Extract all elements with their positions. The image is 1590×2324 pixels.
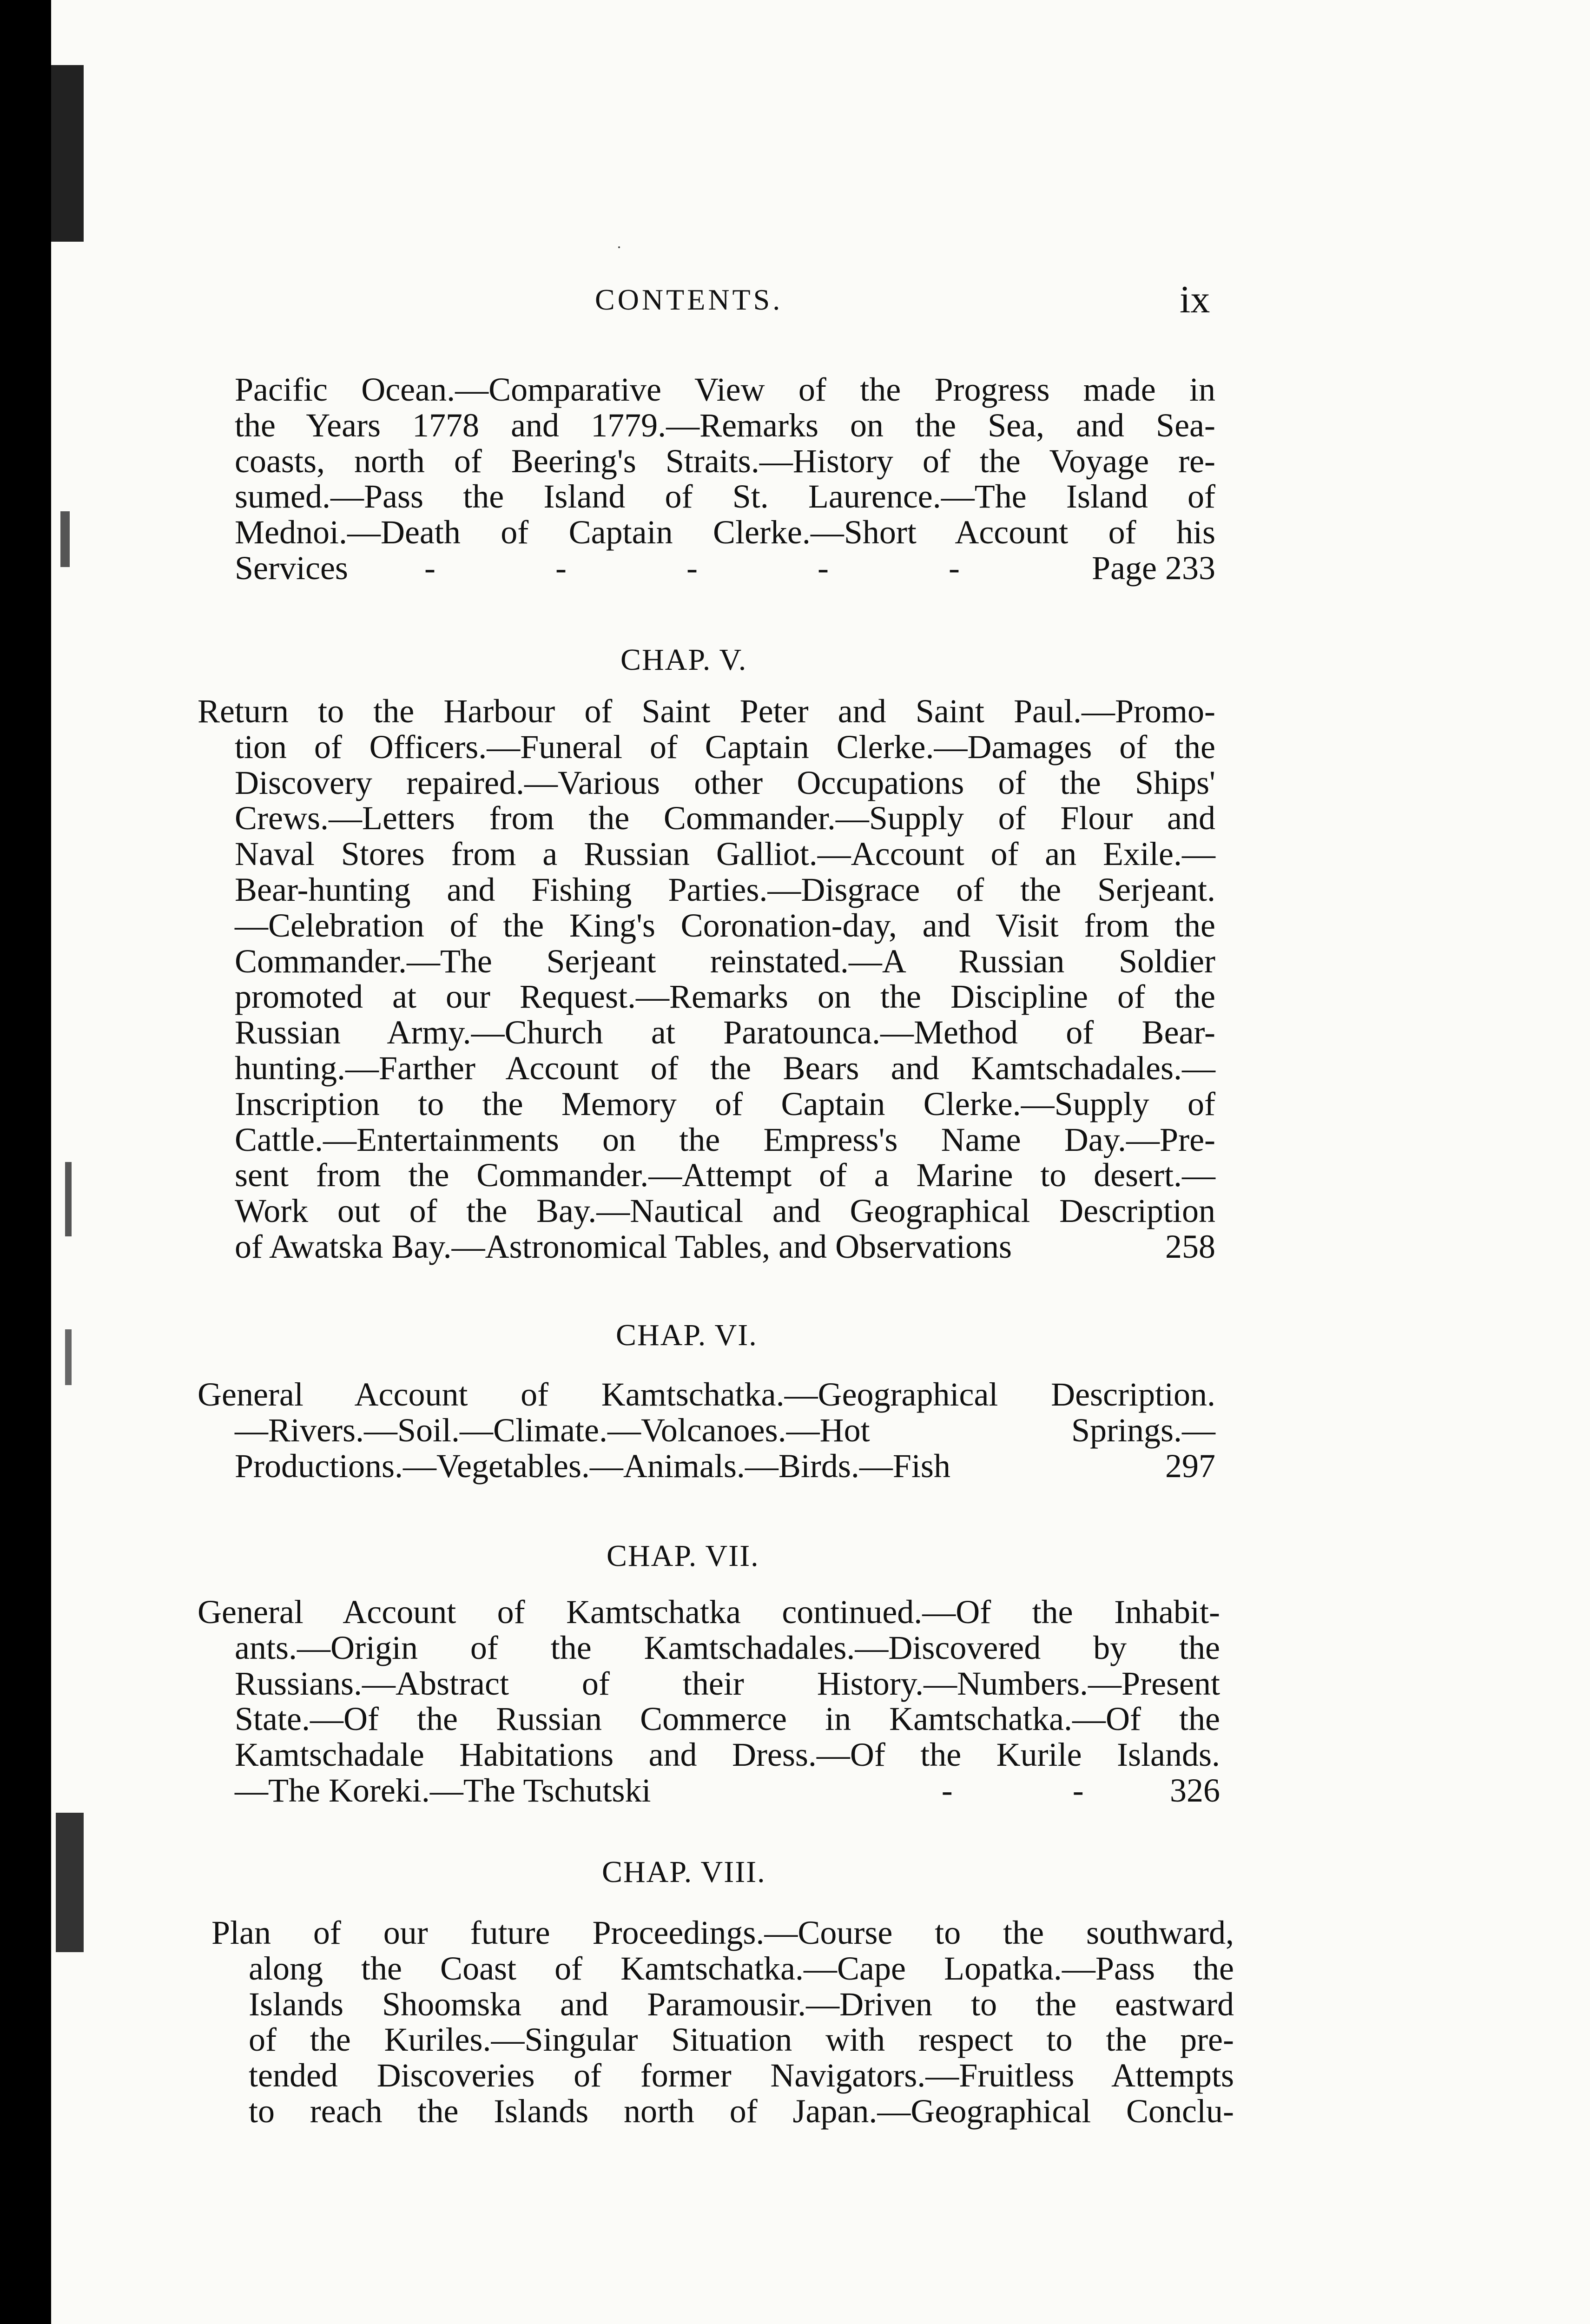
running-title: CONTENTS. [595, 283, 783, 316]
entry-line: Bear-hunting and Fishing Parties.—Disgrace of the Serjeant. [235, 871, 1215, 908]
entry-line: Commander.—The Serjeant reinstated.—A Russian Soldier [235, 942, 1215, 980]
entry-line: Cattle.—Entertainments on the Empress's Name Day.—Pre- [235, 1121, 1215, 1158]
toc-entry [211, 1914, 1234, 2130]
entry-line: the Years 1778 and 1779.—Remarks on the Sea, and Sea- [235, 406, 1215, 444]
entry-line: to reach the Islands north of Japan.—Geographical Conclu- [249, 2092, 1234, 2130]
entry-line: Russian Army.—Church at Paratounca.—Method of Bear- [235, 1014, 1215, 1051]
chapter-heading: CHAP. VI. [616, 1318, 758, 1352]
entry-line: Productions.—Vegetables.—Animals.—Birds.—Fish [235, 1447, 950, 1485]
entry-line: tion of Officers.—Funeral of Captain Clerke.—Damages of the [235, 728, 1215, 766]
entry-line: Work out of the Bay.—Nautical and Geographical Description [235, 1192, 1215, 1230]
entry-line: State.—Of the Russian Commerce in Kamtschatka.—Of the [235, 1700, 1220, 1738]
entry-line: Plan of our future Proceedings.—Course to the southward, [211, 1914, 1234, 1951]
entry-line: Pacific Ocean.—Comparative View of the Progress made in [235, 371, 1215, 408]
entry-line: sent from the Commander.—Attempt of a Marine to desert.— [235, 1156, 1215, 1194]
entry-line: —The Koreki.—The Tschutski [235, 1771, 651, 1809]
entry-line: hunting.—Farther Account of the Bears and Kamtschadales.— [235, 1049, 1215, 1087]
leader-dots: - - - - - [424, 549, 1016, 587]
entry-last-line [235, 1229, 1215, 1265]
entry-line: General Account of Kamtschatka continued.—Of the Inhabit- [198, 1593, 1220, 1631]
scan-edge-mark [51, 65, 84, 242]
entry-line: Crews.—Letters from the Commander.—Supply of Flour and [235, 799, 1215, 837]
chapter-heading: CHAP. VII. [607, 1539, 759, 1573]
entry-line: sumed.—Pass the Island of St. Laurence.—The Island of [235, 478, 1215, 515]
entry-line: along the Coast of Kamtschatka.—Cape Lopatka.—Pass the [249, 1949, 1234, 1987]
scan-edge-mark [65, 1162, 72, 1236]
entry-line: Kamtschadale Habitations and Dress.—Of the Kurile Islands. [235, 1736, 1220, 1774]
scan-edge-mark [60, 511, 70, 567]
entry-line: of the Kuriles.—Singular Situation with respect to the pre- [249, 2021, 1234, 2059]
entry-line: General Account of Kamtschatka.—Geographical Description. [198, 1376, 1215, 1413]
entry-line: Services [235, 549, 348, 587]
entry-last-line [235, 550, 1215, 586]
entry-page: Page 233 [1092, 549, 1215, 587]
entry-page: 326 [1169, 1771, 1220, 1809]
entry-line: Return to the Harbour of Saint Peter and Saint Paul.—Promo- [198, 693, 1215, 730]
scan-edge-mark [56, 1813, 84, 1952]
entry-line: coasts, north of Beering's Straits.—History of the Voyage re- [235, 442, 1215, 480]
toc-entry [198, 1376, 1215, 1485]
scan-edge-mark [65, 1329, 72, 1385]
entry-line: Discovery repaired.—Various other Occupations of the Ships' [235, 764, 1215, 801]
toc-entry [235, 372, 1215, 586]
entry-line: promoted at our Request.—Remarks on the Discipline of the [235, 978, 1215, 1016]
chapter-heading: CHAP. VIII. [602, 1855, 766, 1889]
entry-line: Islands Shoomska and Paramousir.—Driven to the eastward [249, 1985, 1234, 2023]
toc-entry [198, 1593, 1220, 1809]
entry-line: Naval Stores from a Russian Galliot.—Account of an Exile.— [235, 835, 1215, 873]
page-number: ix [1180, 278, 1210, 321]
entry-last-line [235, 1773, 1220, 1809]
scan-speck [618, 246, 620, 248]
entry-line: Inscription to the Memory of Captain Clerke.—Supply of [235, 1085, 1215, 1122]
toc-entry [198, 693, 1215, 1265]
entry-line: Russians.—Abstract of their History.—Numbers.—Present [235, 1664, 1220, 1702]
entry-line: —Rivers.—Soil.—Climate.—Volcanoes.—Hot Springs.— [235, 1411, 1215, 1449]
entry-line: —Celebration of the King's Coronation-day, and Visit from the [235, 906, 1215, 944]
leader-dots: - - [941, 1771, 1140, 1809]
entry-line: tended Discoveries of former Navigators.—Fruitless Attempts [249, 2057, 1234, 2094]
entry-line: Mednoi.—Death of Captain Clerke.—Short Account of his [235, 514, 1215, 551]
entry-last-line [235, 1448, 1215, 1484]
chapter-heading: CHAP. V. [620, 643, 747, 677]
entry-page: 258 [1165, 1228, 1215, 1265]
entry-line: of Awatska Bay.—Astronomical Tables, and Observations [235, 1228, 1012, 1265]
entry-line: ants.—Origin of the Kamtschadales.—Discovered by the [235, 1629, 1220, 1666]
entry-page: 297 [1165, 1447, 1215, 1485]
